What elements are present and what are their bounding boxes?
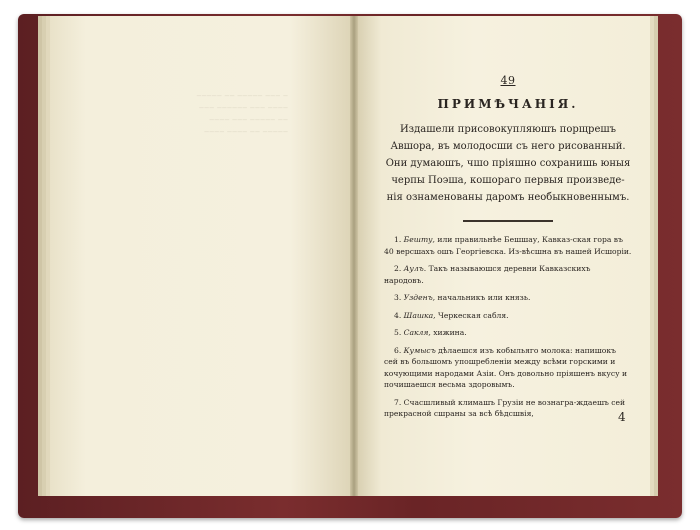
note-number: 1. <box>394 235 402 244</box>
note-item <box>384 397 632 420</box>
note-text: хижина. <box>433 328 467 337</box>
divider-rule <box>463 220 553 222</box>
note-number: 3. <box>394 293 402 302</box>
intro-line: Издашели присовокупляюшъ порщрешъ <box>399 124 617 135</box>
show-through-text: ‒ ‒‒‒ ‒‒‒‒‒ ‒‒ ‒‒‒‒‒ ‒‒‒‒ ‒‒‒ ‒‒‒‒‒‒ ‒‒‒ ‒‒ ‒‒‒‒‒ ‒‒‒ ‒‒‒‒ ‒‒‒‒‒ ‒‒ ‒‒‒‒ ‒‒‒‒ <box>196 91 288 136</box>
note-item <box>384 345 632 391</box>
note-number: 2. <box>394 264 402 273</box>
note-item <box>384 327 632 339</box>
folio-number: 4 <box>618 410 626 424</box>
intro-line: нія ознаменованы даромъ необыкновеннымъ. <box>386 192 630 203</box>
note-number: 6. <box>394 345 402 355</box>
intro-line: Они думаюшъ, чшо пріяшно сохранишь юныя <box>385 158 631 169</box>
note-item <box>384 234 632 257</box>
note-text: начальникъ или князь. <box>437 293 531 302</box>
note-text: или правильнѣе Бешшау, Кавказ-ская гора въ 40 версшахъ ошъ Георгіевска. Из-вѣсшна въ нашей Исшоріи. <box>384 235 632 256</box>
page-heading: ПРИМѢЧАНІЯ. <box>437 97 579 111</box>
note-item <box>384 310 632 322</box>
note-text: Такъ называюшся деревни Кавказскихъ народовъ. <box>384 264 591 285</box>
note-term: Узденъ, <box>403 293 436 302</box>
publisher-note <box>384 121 632 206</box>
note-text: Черкеская сабля. <box>437 310 509 320</box>
page-number: 49 <box>500 74 516 87</box>
notes-list <box>384 234 632 420</box>
note-term: Кумысъ <box>403 345 436 355</box>
note-term: Бешту, <box>403 235 435 244</box>
note-term: Шашка, <box>403 310 436 320</box>
note-number: 4. <box>394 310 402 320</box>
intro-line: Авшора, въ молодосши съ него рисованный. <box>390 141 626 152</box>
note-text: дѣлаешся изъ кобыльяго молока: напишокъ сей въ большомъ упошребленіи между всѣми горскими и кочующими народами Азіи. Онъ довольно пріяшенъ вкусу и почишаешся весьма здоровымъ. <box>384 345 628 389</box>
page-content <box>384 74 632 426</box>
intro-line: черпы Поэша, кошораго первыя произведе- <box>391 175 625 186</box>
note-item <box>384 263 632 286</box>
note-item <box>384 292 632 304</box>
note-term: Сакля, <box>403 328 431 337</box>
book-gutter <box>350 16 358 496</box>
note-text: Счасшливый климашъ Грузіи не вознагра-ждаешъ сей прекрасной сшраны за всѣ бѣдсшвія, <box>384 397 626 418</box>
note-term: Аулъ. <box>403 264 427 273</box>
note-number: 7. <box>394 397 402 407</box>
note-number: 5. <box>394 328 402 337</box>
